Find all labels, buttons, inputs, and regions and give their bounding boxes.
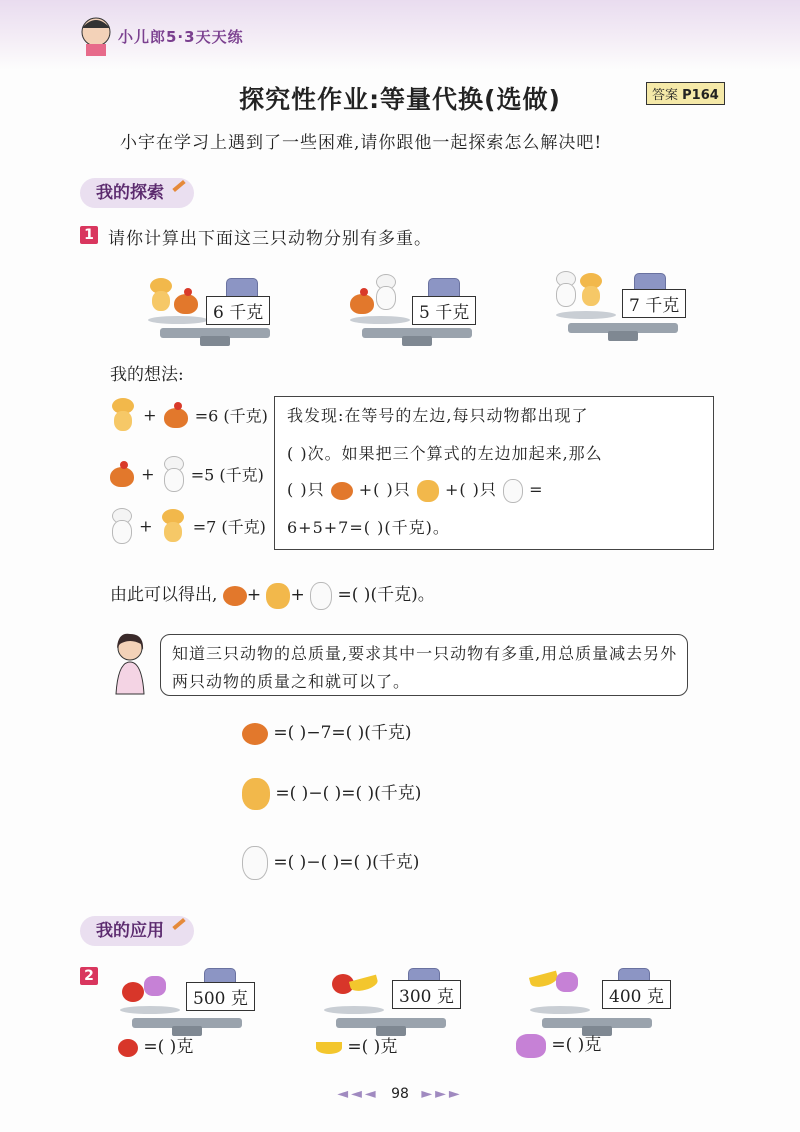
cat-icon [552,271,578,307]
answer-label: 答案 [652,88,679,103]
sub-equation-cat [242,846,419,880]
count-hen-blank: ( )只 [287,480,325,499]
cat-icon [503,479,523,503]
hen-icon [331,482,353,500]
equation-dog-hen [108,398,268,432]
answer-page: P164 [682,88,719,103]
equation-cat-dog [108,508,266,544]
derive-prefix: 由此可以得出, [110,585,218,605]
scale-label: 500 克 [186,982,255,1011]
pencil-icon [172,180,185,192]
hen-icon [242,723,268,745]
cat-icon [310,582,332,610]
derive-suffix: =( )(千克)。 [337,585,435,605]
count-dog-blank: +( )只 [358,480,411,499]
scale-tray [324,1006,384,1014]
left-arrows-icon: ◄◄◄ [337,1086,379,1102]
page-number: 98 [391,1086,409,1102]
page-title: 探究性作业:等量代换(选做) [239,85,561,114]
apple-icon [118,1039,138,1057]
equation-result: =7 (千克) [192,517,266,537]
scale-label: 7 千克 [622,289,686,318]
scale-tray [530,1006,590,1014]
dog-icon [158,509,188,543]
section-explore [80,178,194,208]
question-number: 2 [80,967,98,985]
grapes-icon [516,1034,546,1058]
dog-icon [108,398,138,432]
answer-grapes-text: =( )克 [551,1035,602,1055]
banana-icon [316,1042,342,1054]
discover-line-1: 我发现:在等号的左边,每只动物都出现了 [287,406,589,425]
sub-equation-dog [242,778,421,810]
mascot-logo [76,14,116,56]
pencil-icon [172,918,185,930]
scale-tray [120,1006,180,1014]
scale-tray [556,311,616,319]
dog-icon [576,273,606,307]
scale-tray [148,316,208,324]
sub-equation-hen [242,718,412,745]
grapes-icon [556,972,578,992]
sub-equation-text: =( )−7=( )(千克) [273,723,412,743]
scale-tray [350,316,410,324]
cat-icon [108,508,134,544]
right-arrows-icon: ►►► [421,1086,463,1102]
discover-line-4: 6+5+7=( )(千克)。 [287,518,450,537]
section-apply [80,916,194,946]
section-apply-label: 我的应用 [96,921,164,941]
scale-apple-banana [316,960,486,1040]
intro-text: 小宇在学习上遇到了一些困难,请你跟他一起探索怎么解决吧! [120,133,603,153]
dog-icon [417,480,439,502]
scale-apple-grapes [112,960,282,1040]
answer-reference [646,82,725,105]
discover-line-3 [287,477,544,503]
scale-label: 6 千克 [206,296,270,325]
plus-sign: + [139,516,153,536]
sub-equation-text: =( )−( )=( )(千克) [273,852,420,873]
scale-label: 5 千克 [412,296,476,325]
scale-hen-cat [342,270,512,350]
page-footer [0,1086,800,1102]
dog-icon [242,778,270,810]
answer-apple [118,1032,193,1057]
plus-sign: + [143,405,157,425]
answer-grapes [516,1030,601,1058]
apple-icon [122,982,144,1002]
question-text: 请你计算出下面这三只动物分别有多重。 [108,229,432,249]
cat-icon [242,846,268,880]
hint-text: 知道三只动物的总质量,要求其中一只动物有多重,用总质量减去另外两只动物的质量之和就可以了。 [172,644,678,691]
discover-line-2: ( )次。如果把三个算式的左边加起来,那么 [287,444,603,463]
hen-icon [223,586,247,606]
sub-equation-text: =( )−( )=( )(千克) [275,783,422,804]
scale-cat-dog [548,265,718,345]
thinking-label: 我的想法: [110,365,184,385]
banana-icon [529,971,559,990]
equation-result: =6 (千克) [194,406,268,426]
weight-icon [428,278,460,298]
grapes-icon [144,976,166,996]
cat-icon [160,456,186,492]
weight-icon [226,278,258,298]
scale-label: 300 克 [392,980,461,1009]
brand-name: 小儿郎5·3天天练 [118,28,244,46]
equals-sign: = [529,480,544,499]
hen-icon [172,286,200,316]
scale-banana-grapes [522,960,692,1040]
scale-label: 400 克 [602,980,671,1009]
plus-sign: + [141,464,155,484]
equation-hen-cat [108,456,264,492]
banana-icon [349,975,379,994]
derive-line: 由此可以得出, + + =( )(千克)。 [110,580,435,610]
count-cat-blank: +( )只 [444,480,497,499]
hen-icon [108,459,136,489]
answer-apple-text: =( )克 [143,1037,194,1057]
dog-icon [266,583,290,609]
answer-banana [316,1032,397,1057]
scale-dog-hen [140,270,310,350]
cat-icon [372,274,398,310]
question-number: 1 [80,226,98,244]
girl-avatar [108,632,152,696]
equation-result: =5 (千克) [190,465,264,485]
section-explore-label: 我的探索 [96,183,164,203]
hen-icon [162,400,190,430]
discover-box [274,396,714,550]
answer-banana-text: =( )克 [347,1037,398,1057]
